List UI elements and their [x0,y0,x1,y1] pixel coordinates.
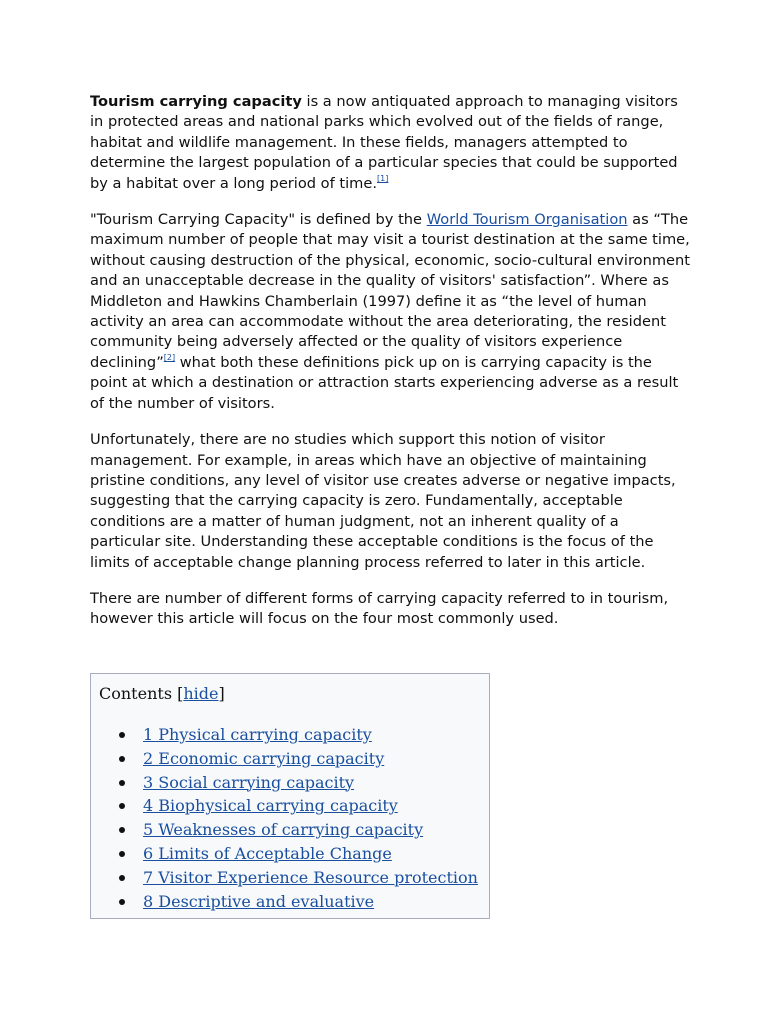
bullet-icon [119,827,125,833]
toc-item-link[interactable]: 1 Physical carrying capacity [143,725,372,744]
bullet-icon [119,875,125,881]
bullet-icon [119,756,125,762]
toc-hide-link[interactable]: hide [183,684,219,703]
ref-1-link[interactable]: [1] [377,173,389,183]
toc-item-link[interactable]: 5 Weaknesses of carrying capacity [143,820,424,840]
toc-item[interactable] [119,796,478,820]
article-body [90,92,690,646]
toc-item-link[interactable]: 8 Descriptive and evaluative [143,891,375,911]
toc-item-link[interactable]: 3 Social carrying capacity [143,772,355,792]
toc-heading: Contents [99,684,173,703]
definition-text-middle: as “The maximum number of people that may visit a tourist destination at the same time, without causing destruction of the physical, economic, socio-cultural environment and an unacceptable decrease in the quality of visitors' satisfaction”. Where as Middleton and Hawkins Chamberlain (1997) define it as “the level of human activity an area can accommodate without the area deteriorating, the resident community being adversely affected or the quality of visitors experience declining” [90,211,690,371]
toc-item[interactable] [119,773,478,797]
term-bold: Tourism carrying capacity [90,93,302,110]
definition-paragraph [90,210,690,414]
table-of-contents [90,673,490,919]
ref-2[interactable] [164,353,175,362]
toc-item[interactable] [119,820,478,844]
toc-item-link[interactable]: 2 Economic carrying capacity [143,748,385,768]
bullet-icon [119,732,125,738]
bullet-icon [119,803,125,809]
toc-item[interactable] [119,725,478,749]
definition-text-before: "Tourism Carrying Capacity" is defined by the [90,211,427,229]
toc-item[interactable] [119,749,478,773]
definition-text-after: what both these definitions pick up on is carrying capacity is the point at which a destination or attraction starts experiencing adverse as a result of the number of visitors. [90,353,679,412]
toc-bracket-open: [ [172,684,184,703]
toc-item-link[interactable]: 4 Biophysical carrying capacity [143,796,398,816]
studies-paragraph: Unfortunately, there are no studies which support this notion of visitor management. For example, in areas which have an objective of maintaining pristine conditions, any level of visitor use creates adverse or negative impacts, suggesting that the carrying capacity is zero. Fundamentally, acceptable conditions are a matter of human judgment, not an inherent quality of a particular site. Understanding these acceptable conditions is the focus of the limits of acceptable change planning process referred to later in this article. [90,431,676,571]
bullet-icon [119,851,125,857]
toc-item-link[interactable]: 6 Limits of Acceptable Change [143,843,392,863]
toc-item-link[interactable]: 7 Visitor Experience Resource protection [143,867,478,887]
ref-2-link[interactable]: [2] [163,352,176,362]
intro-text: is a now antiquated approach to managing visitors in protected areas and national parks which evolved out of the fields of range, habitat and wildlife management. In these fields, managers attempted to determine the largest population of a particular species that could be supported by a habitat over a long period of time. [90,93,678,192]
forms-paragraph: There are number of different forms of carrying capacity referred to in tourism, however this article will focus on the four most commonly used. [90,589,669,628]
toc-item[interactable] [119,868,478,892]
world-tourism-organisation-link[interactable]: World Tourism Organisation [426,211,628,229]
toc-item[interactable] [119,892,478,916]
bullet-icon [119,780,125,786]
toc-list [119,725,478,915]
intro-paragraph [90,92,690,194]
bullet-icon [119,899,125,905]
toc-title [99,684,225,703]
toc-item[interactable] [119,844,478,868]
ref-1[interactable] [377,174,388,183]
toc-bracket-close: ] [218,684,225,703]
